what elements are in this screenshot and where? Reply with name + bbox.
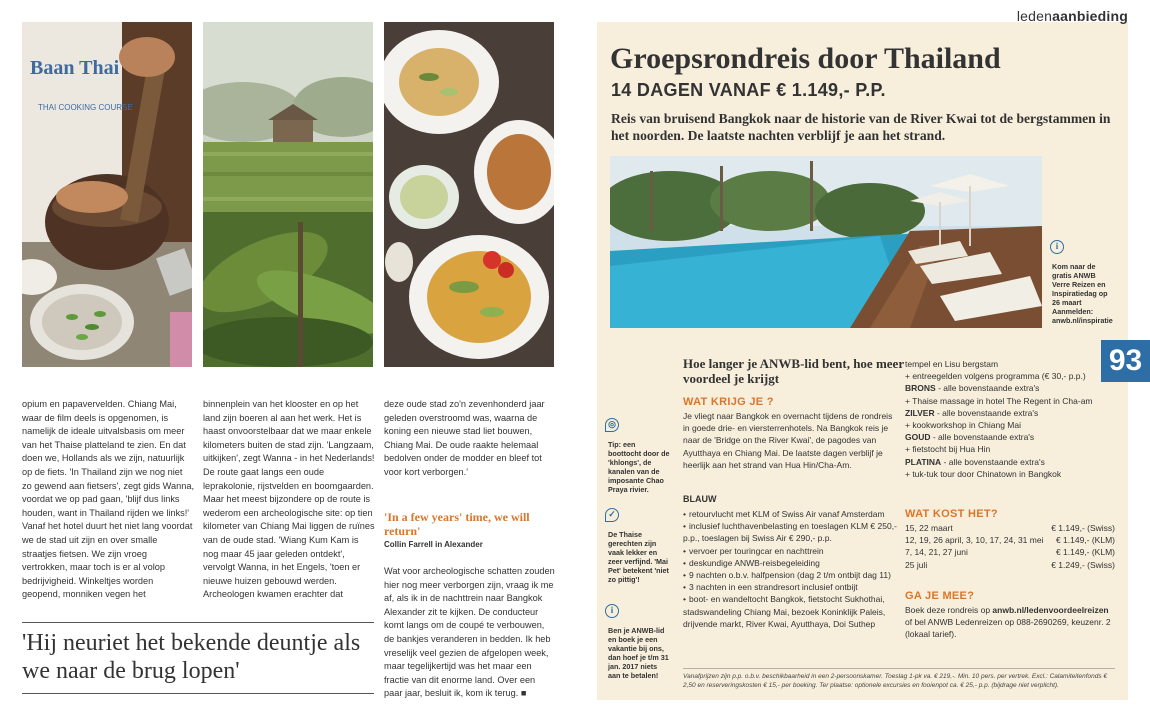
table-row: 12, 19, 26 april, 3, 10, 17, 24, 31 mei € 1.149,- (KLM) bbox=[905, 535, 1115, 546]
section-header-bold: aanbieding bbox=[1052, 8, 1128, 24]
what-you-get-heading: WAT KRIJG JE ? bbox=[683, 396, 774, 408]
tier-brons: BRONS - alle bovenstaande extra's bbox=[905, 383, 1040, 394]
info-icon: i bbox=[1050, 240, 1064, 254]
boat-tip-note: Tip: een boottocht door de 'khlongs', de kanalen van de imposante Chao Praya rivier. bbox=[608, 440, 670, 494]
section-header-light: leden bbox=[1016, 8, 1053, 24]
blauw-inclusions-list bbox=[683, 508, 897, 630]
article-column-2: binnenplein van het klooster en op het land zijn boeren al aan het werk. Het is haast onvoorstelbaar dat we maar enkele kilometers buiten de stad zijn. 'Langzaam, uitkijken', zegt Wanna - in het Nederlands! De route gaat langs een oude leprakolonie, rijstvelden en boomgaarden. Maar het meest bijzondere op de route is wederom een archeologische site: op tien kilometer van Chiang Mai liggen de ruïnes van de oude stad. 'Wiang Kum Kam is nog maar 45 jaar geleden ontdekt', vervolgt Wanna, in het Engels, 'toen er nieuwe huizen gebouwd werden. Archeologen kwamen erachter dat bbox=[203, 399, 375, 600]
resort-pool-photo bbox=[610, 156, 1042, 328]
pull-quote: 'Hij neuriet het bekende deuntje als we naar de brug lopen' bbox=[22, 622, 374, 694]
food-tip-icon: ✓ bbox=[605, 508, 619, 522]
section-header bbox=[1017, 8, 1128, 24]
tier-zilver: ZILVER - alle bovenstaande extra's bbox=[905, 407, 1039, 418]
boat-tip-icon: ◎ bbox=[605, 418, 619, 432]
list-item: • deskundige ANWB-reisbegeleiding bbox=[683, 557, 897, 569]
article-column-3: deze oude stad zo'n zevenhonderd jaar geleden overstroomd was, waarna de koning een nieuwe stad liet bouwen, Chiang Mai. De oude raakte helemaal bedolven onder de modder en bleef tot voor kort verborgen.' bbox=[384, 399, 545, 477]
table-row: 25 juli € 1.249,- (Swiss) bbox=[905, 559, 1115, 570]
booking-text: Boek deze rondreis op anwb.nl/ledenvoordeelreizen of bel ANWB Ledenreizen op 088-2690269, keuzenr. 2 (lokaal tarief). bbox=[905, 605, 1111, 640]
film-quote-author: Collin Farrell in Alexander bbox=[384, 540, 483, 549]
price-table bbox=[905, 522, 1115, 571]
inspiration-day-note: Kom naar de gratis ANWB Verre Reizen en Inspiratiedag op 26 maart Aanmelden: anwb.nl/inspiratie bbox=[1052, 262, 1113, 325]
cooking-class-photo bbox=[22, 22, 192, 367]
tier-platina: PLATINA - alle bovenstaande extra's bbox=[905, 456, 1045, 467]
member-payment-note: Ben je ANWB-lid en boek je een vakantie bij ons, dan hoef je t/m 31 jan. 2017 niets aan te betalen! bbox=[608, 626, 669, 680]
price-footnote: Vanafprijzen zijn p.p. o.b.v. beschikbaarheid in een 2-persoonskamer. Toeslag 1-pk va. € 219,-. Min. 10 pers. per vertrek. Excl.: Calamiteitenfonds € 2,50 en reserveringskosten € 15,- per boeking. Ter plaatse: optionele excursies en fooienpot ca. € 25,- p.p. (bijdrage niet verplicht). bbox=[683, 668, 1115, 690]
list-item: • 3 nachten in een strandresort inclusief ontbijt bbox=[683, 581, 897, 593]
article-column-1: opium en papavervelden. Chiang Mai, waar de film deels is opgenomen, is namelijk de ideale uitvalsbasis om meer van het Thaise platteland te zien. En dat doen we, Hollands als we zijn, natuurlijk op de fiets. 'In Thailand zijn we nog niet zo gewend aan fietsers', zegt gids Wanna, voordat we op pad gaan, 'blijf dus links houden, want in Thailand rijden we links!' Vanaf het hotel duurt het niet lang voordat we de stad uit zijn en over smalle straatjes fietsen. We zijn vroeg vertrokken, maar toch is er al volop bedrijvigheid. Winkeltjes worden geopend, monniken vegen het bbox=[22, 399, 194, 600]
article-column-3-continued: Wat voor archeologische schatten zouden hier nog meer verborgen zijn, vraag ik me af, als ik in de nachttrein naar Bangkok Alexander zit te kijken. De conducteur komt langs om de coupé te verbouwen, de bankjes veranderen in bedden. Ik heb vreselijk veel gezien de afgelopen week, maar tegelijkertijd was het maar een fractie van dit enorme land. Over een paar jaar, besluit ik, kom ik terug. ■ bbox=[384, 566, 555, 699]
membership-tiers bbox=[905, 358, 1115, 480]
table-row: 15, 22 maart € 1.149,- (Swiss) bbox=[905, 523, 1115, 533]
food-tip-note: De Thaise gerechten zijn vaak lekker en zeer verfijnd. 'Mai Pet' betekent 'niet zo pittig'! bbox=[608, 530, 669, 584]
tier-platina-extra: + tuk-tuk tour door Chinatown in Bangkok bbox=[905, 468, 1062, 479]
film-quote: 'In a few years' time, we will return' bbox=[384, 510, 530, 538]
tier-brons-extra: + Thaise massage in hotel The Regent in Cha-am bbox=[905, 395, 1093, 406]
what-you-get-text: Je vliegt naar Bangkok en overnacht tijdens de rondreis in goede drie- en viersterrenhotels. Na Bangkok reis je naar de 'Bridge on the River Kwai', de pagodes van Ayutthaya en Chiang Mai. De laatste dagen verblijf je heerlijk aan het strand van Hua Hin/Cha-Am. bbox=[683, 411, 893, 470]
apron-logo-text: Baan Thai bbox=[30, 57, 120, 79]
price-heading: WAT KOST HET? bbox=[905, 508, 998, 520]
member-info-icon: i bbox=[605, 604, 619, 618]
tiers-intro: tempel en Lisu bergstam bbox=[905, 359, 999, 369]
countryside-photo bbox=[203, 22, 373, 367]
list-item: • retourvlucht met KLM of Swiss Air vanaf Amsterdam bbox=[683, 508, 897, 520]
apron-subtext: THAI COOKING COURSE bbox=[38, 103, 133, 112]
booking-link[interactable]: anwb.nl/ledenvoordeelreizen bbox=[992, 605, 1109, 615]
tier-goud-extra: + fietstocht bij Hua Hin bbox=[905, 444, 991, 455]
tier-blauw-heading: BLAUW bbox=[683, 494, 717, 504]
tier-goud: GOUD - alle bovenstaande extra's bbox=[905, 432, 1035, 443]
list-item: • vervoer per touringcar en nachttrein bbox=[683, 545, 897, 557]
table-row: 7, 14, 21, 27 juni € 1.149,- (KLM) bbox=[905, 547, 1115, 558]
list-item: • boot- en wandeltocht Bangkok, fietstocht Sukhothai, stadswandeling Chiang Mai, bezoek Koninklijk Paleis, drijvende markt, River Kwai, Ayutthaya, Doi Suthep bbox=[683, 593, 897, 630]
member-benefit-heading: Hoe langer je ANWB-lid bent, hoe meer voordeel je krijgt bbox=[683, 356, 904, 386]
list-item: • 9 nachten o.b.v. halfpension (dag 2 t/m ontbijt dag 11) bbox=[683, 569, 897, 581]
offer-lead: Reis van bruisend Bangkok naar de historie van de River Kwai tot de bergstammen in het noorden. De laatste nachten verblijf je aan het strand. bbox=[611, 111, 1111, 143]
booking-heading: GA JE MEE? bbox=[905, 590, 975, 602]
tier-zilver-extra: + kookworkshop in Chiang Mai bbox=[905, 420, 1021, 431]
list-item: • inclusief luchthavenbelasting en toeslagen KLM € 250,- p.p., toeslagen bij Swiss Air € 290,- p.p. bbox=[683, 520, 897, 544]
offer-title: Groepsrondreis door Thailand bbox=[610, 42, 1001, 75]
tiers-intro-2: + entreegelden volgens programma (€ 30,- p.p.) bbox=[905, 371, 1086, 382]
thai-food-photo bbox=[384, 22, 554, 367]
offer-subtitle: 14 DAGEN VANAF € 1.149,- P.P. bbox=[611, 80, 886, 100]
page-number: 93 bbox=[1101, 340, 1150, 382]
